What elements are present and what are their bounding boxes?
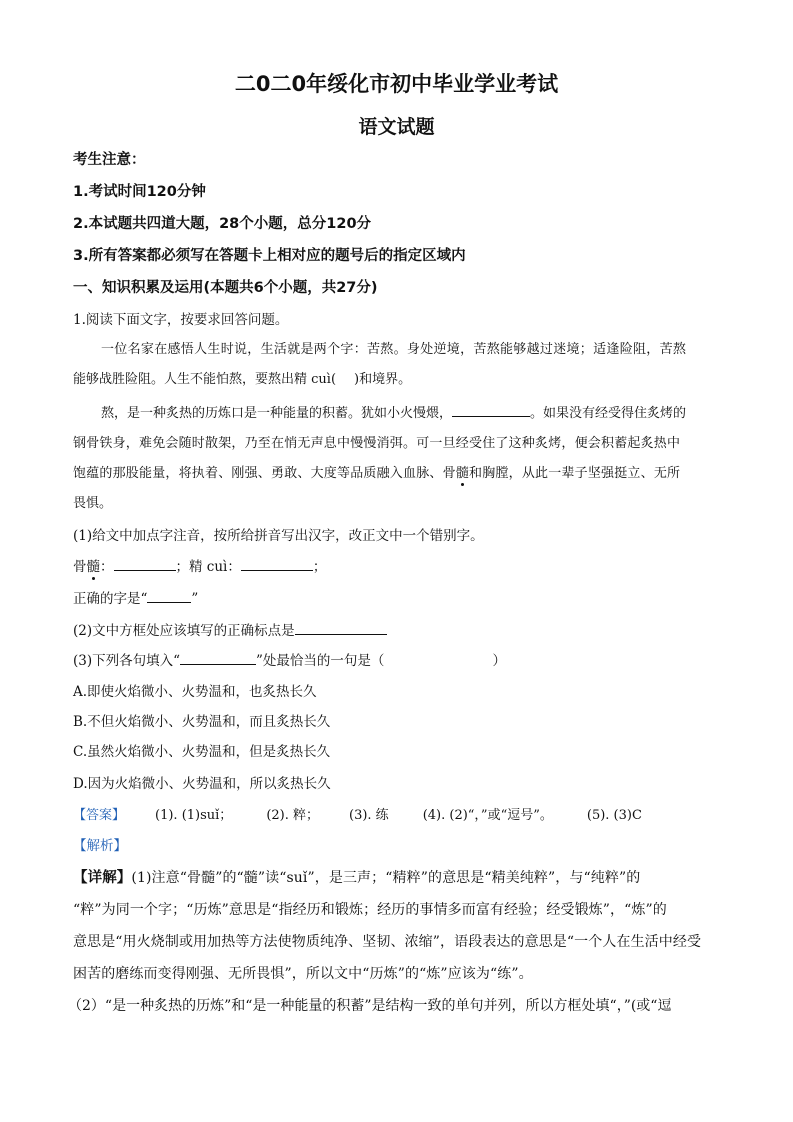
detail-label: 【详解】 <box>73 870 132 886</box>
fill-label-b: ；精 cuì： <box>175 559 241 575</box>
passage-p1-line1: 一位名家在感悟人生时说，生活就是两个字：苦熬。身处逆境，苦熬能够越过迷境；适逢险阻，苦熬 <box>101 342 687 357</box>
passage-p2-line1 <box>101 402 723 424</box>
notice-item-3: 3.所有答案都必须写在答题卡上相对应的题号后的指定区域内 <box>73 248 466 264</box>
fill-colon: ： <box>100 559 114 575</box>
passage-p2-text-b: 。如果没有经受得住炙烤的 <box>530 406 687 421</box>
passage-p2-line4: 畏惧。 <box>73 496 113 511</box>
analysis-line-4: 困苦的磨练而变得刚强、无所畏惧”，所以文中“历炼”的“炼”应该为“练”。 <box>73 966 533 982</box>
option-d[interactable]: D.因为火焰微小、火势温和，所以炙热长久 <box>73 776 331 792</box>
correct-char-label: 正确的字是“ <box>73 591 148 607</box>
analysis-line-2: “粹”为同一个字；“历炼”意思是“指经历和锻炼；经历的事情多而富有经验；经受锻炼”，“炼”的 <box>73 902 667 918</box>
passage-p2-text-a: 熬，是一种炙热的历炼口是一种能量的积蓄。犹如小火慢煨， <box>101 406 453 421</box>
exam-title: 二0二0年绥化市初中毕业学业考试 <box>234 72 559 96</box>
correct-char-blank[interactable] <box>147 588 191 603</box>
passage-p2-text-c: 饱蕴的那股能量，将执着、刚强、勇敢、大度等品质融入血脉、骨 <box>73 466 456 481</box>
answer-part-5: (5). (3)C <box>586 808 642 823</box>
passage-p1-line2 <box>73 370 723 390</box>
notice-heading: 考生注意： <box>73 152 146 168</box>
answer-row <box>73 806 723 826</box>
fill-end: ； <box>312 559 327 575</box>
analysis-line-3: 意思是“用火烧制或用加热等方法使物质纯净、坚韧、浓缩”，语段表达的意思是“一个人在生活中经受 <box>73 934 702 950</box>
answer-part-4: (4). (2)“，”或“逗号”。 <box>422 808 553 823</box>
subquestion-3-text-c: ） <box>492 653 506 669</box>
subquestion-2-text: (2)文中方框处应该填写的正确标点是 <box>73 623 295 639</box>
analysis-label: 【解析】 <box>73 838 127 854</box>
pinyin-answer-blank[interactable] <box>114 556 176 571</box>
option-a[interactable]: A.即使火焰微小、火势温和，也炙热长久 <box>73 684 317 700</box>
option-c[interactable]: C.虽然火焰微小、火势温和，但是炙热长久 <box>73 744 331 760</box>
notice-item-1: 1.考试时间120分钟 <box>73 184 206 200</box>
subquestion-1-fill <box>73 556 723 577</box>
option-b[interactable]: B.不但火焰微小、火势温和，而且炙热长久 <box>73 714 331 730</box>
subquestion-3-text-a: (3)下列各句填入“ <box>73 653 181 669</box>
passage-p2-line3 <box>73 464 723 484</box>
answer-part-2: (2). 粹； <box>266 808 319 823</box>
correct-char-close: ” <box>191 591 199 607</box>
passage-p2-line2: 钢骨铁身，难免会随时散架，乃至在悄无声息中慢慢消弭。可一旦经受住了这种炙烤，便会积蓄起炙热中 <box>73 436 681 451</box>
exam-subtitle: 语文试题 <box>358 116 435 138</box>
passage-p2-text-d: 和胸膛，从此一辈子坚强挺立、无所 <box>469 466 681 481</box>
passage-p1-text-a: 能够战胜险阻。人生不能怕熬，要熬出精 cuì( <box>73 372 337 387</box>
analysis-line-1 <box>73 868 723 888</box>
subquestion-1-correct <box>73 588 723 609</box>
punctuation-blank[interactable] <box>295 620 387 635</box>
analysis-line-5: （2）“是一种炙热的历炼”和“是一种能量的积蓄”是结构一致的单句并列，所以方框处填“，”(或“逗 <box>68 998 672 1014</box>
question-prompt: 1.阅读下面文字，按要求回答问题。 <box>73 312 289 328</box>
subquestion-3-text-b: ”处最恰当的一句是（ <box>256 653 385 669</box>
fill-label-a: 骨 <box>73 559 87 575</box>
notice-item-2: 2.本试题共四道大题，28个小题，总分120分 <box>73 216 372 232</box>
fill-dotted-char: 髓 <box>86 559 100 575</box>
passage-blank[interactable] <box>452 402 530 417</box>
answer-part-3: (3). 练 <box>349 808 389 823</box>
subquestion-2 <box>73 620 723 641</box>
analysis-text-1: (1)注意“骨髓”的“髓”读“suǐ”，是三声；“精粹”的意思是“精美纯粹”，与“纯粹”的 <box>131 870 641 886</box>
subquestion-3 <box>73 650 723 671</box>
subquestion-1: (1)给文中加点字注音，按所给拼音写出汉字，改正文中一个错别字。 <box>73 528 484 544</box>
dotted-char: 髓 <box>455 466 470 481</box>
passage-p1-text-b: )和境界。 <box>354 372 412 387</box>
character-answer-blank[interactable] <box>241 556 313 571</box>
sentence-blank[interactable] <box>180 650 256 665</box>
answer-part-1: (1). (1)suǐ； <box>155 808 233 823</box>
section-heading: 一、知识积累及运用(本题共6个小题，共27分) <box>73 280 378 296</box>
answer-label: 【答案】 <box>73 808 126 823</box>
